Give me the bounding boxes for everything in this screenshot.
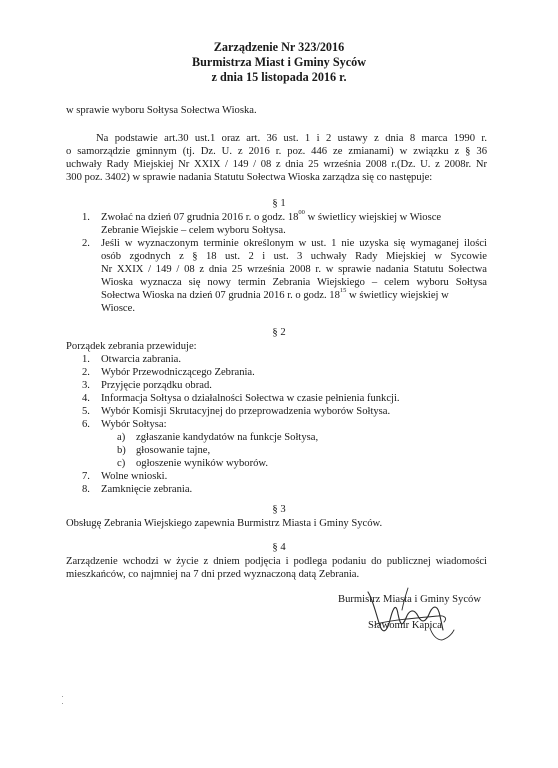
agenda-item-number: 1. — [82, 354, 90, 365]
ordinance-number: Zarządzenie Nr 323/2016 — [213, 40, 345, 54]
s1-item2-line-5: Sołectwa Wioska na dzień 07 grudnia 2016 r. o godz. $18^{15}$ w świetlicy wiejskiej w — [101, 287, 449, 301]
s1-item2-line-2: osób zgodnych z § 18 ust. 2 i ust. 3 uchwały Rady Miejskiej w Sycowie — [101, 251, 487, 262]
agenda-item-number: 2. — [82, 367, 90, 378]
preamble-line-1: Na podstawie art.30 ust.1 oraz art. 36 ust. 1 i 2 ustawy z dnia 8 marca 1990 r. — [96, 133, 487, 144]
s1-item2-line-3: Nr XXIX / 149 / 08 z dnia 25 września 2008 r. w sprawie nadania Statutu Sołectwa — [101, 264, 487, 275]
section-4-heading: § 4 — [272, 542, 286, 553]
s1-item2-line-6: Wiosce. — [101, 303, 135, 314]
agenda-subitem: głosowanie tajne, — [136, 445, 211, 456]
preamble-line-2: o samorządzie gminnym (tj. Dz. U. z 2016 r. poz. 446 ze zmianami) w związku z § 36 — [66, 146, 487, 157]
section-4-line-1: Zarządzenie wchodzi w życie z dniem podjęcia i podlega podaniu do publicznej wiadomości — [66, 556, 487, 567]
preamble-line-4: 300 poz. 3402) w sprawie nadania Statutu Sołectwa Wioska zarządza się co następuje: — [66, 172, 433, 183]
ordinance-date: z dnia 15 listopada 2016 r. — [211, 70, 347, 84]
agenda-item-number: 7. — [82, 471, 90, 482]
agenda-subitem-letter: a) — [117, 432, 126, 443]
section-1-heading: § 1 — [272, 198, 286, 209]
agenda-item: Wybór Sołtysa: — [101, 419, 167, 430]
agenda-item: Informacja Sołtysa o działalności Sołectwa w czasie pełnienia funkcji. — [101, 393, 400, 404]
section-3-text: Obsługę Zebrania Wiejskiego zapewnia Burmistrz Miasta i Gminy Syców. — [66, 518, 383, 529]
agenda-subitem-letter: c) — [117, 458, 126, 469]
section-2-heading: § 2 — [272, 327, 286, 338]
handwritten-signature-scribble — [340, 580, 480, 650]
agenda-item: Wybór Komisji Skrutacyjnej do przeprowadzenia wyborów Sołtysa. — [101, 406, 391, 417]
agenda-item-number: 3. — [82, 380, 90, 391]
agenda-subitem-letter: b) — [117, 445, 126, 456]
scan-speck — [62, 696, 63, 697]
agenda-intro: Porządek zebrania przewiduje: — [66, 341, 197, 352]
agenda-item-number: 5. — [82, 406, 90, 417]
section-3-heading: § 3 — [272, 504, 286, 515]
signature-title: Burmistrz Miasta i Gminy Syców — [338, 594, 482, 605]
s1-item1-line-2: Zebranie Wiejskie – celem wyboru Sołtysa. — [101, 225, 286, 236]
agenda-item: Wybór Przewodniczącego Zebrania. — [101, 367, 255, 378]
subject-line: w sprawie wyboru Sołtysa Sołectwa Wioska. — [66, 105, 257, 116]
agenda-subitem: ogłoszenie wyników wyborów. — [136, 458, 269, 469]
agenda-item-number: 4. — [82, 393, 90, 404]
agenda-item: Otwarcia zabrania. — [101, 354, 181, 365]
s1-item1-line-1: Zwołać na dzień 07 grudnia 2016 r. o godz. $18^{00}$ w świetlicy wiejskiej w Wiosce — [101, 209, 442, 223]
signature-name: Sławomir Kapica — [368, 620, 442, 631]
preamble-line-3: uchwały Rady Miejskiej Nr XXIX / 149 / 08 z dnia 25 września 2008 r.(Dz. U. z 2008r. Nr — [66, 159, 487, 170]
s1-item2-number: 2. — [82, 238, 90, 249]
agenda-item-number: 8. — [82, 484, 90, 495]
s1-item2-line-1: Jeśli w wyznaczonym terminie określonym w ust. 1 nie uzyska się wymaganej ilości — [101, 238, 487, 249]
agenda-item-number: 6. — [82, 419, 90, 430]
agenda-subitem: zgłaszanie kandydatów na funkcje Sołtysa, — [136, 432, 319, 443]
ordinance-issuer: Burmistrza Miast i Gminy Syców — [192, 55, 366, 69]
agenda-item: Przyjęcie porządku obrad. — [101, 380, 212, 391]
section-4-line-2: mieszkańców, co najmniej na 7 dni przed wyznaczoną datą Zebrania. — [66, 569, 360, 580]
s1-item2-line-4: Wioska wyznacza się nowy termin Zebrania Wiejskiego – celem wyboru Sołtysa — [101, 277, 487, 288]
scan-speck — [62, 703, 63, 704]
agenda-item: Zamknięcie zebrania. — [101, 484, 193, 495]
agenda-item: Wolne wnioski. — [101, 471, 168, 482]
s1-item1-number: 1. — [82, 212, 90, 223]
